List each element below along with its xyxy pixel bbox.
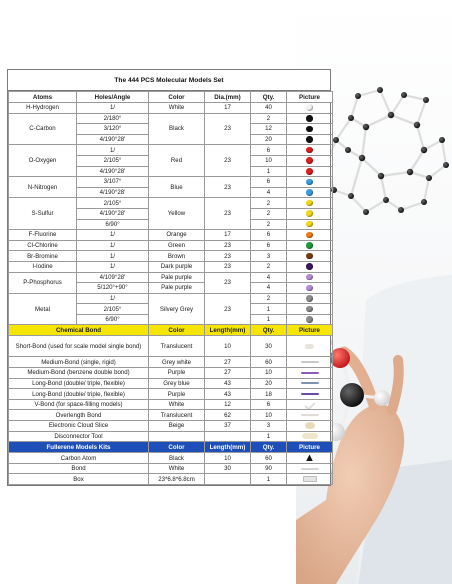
picture-cell (287, 219, 333, 230)
atom-name: S-Sulfur (9, 198, 77, 230)
atom-color: Pale purple (149, 283, 205, 294)
atom-qty: 1 (251, 304, 287, 315)
col-dia: Dia.(mm) (205, 92, 251, 103)
atom-qty: 4 (251, 187, 287, 198)
atom-ball-icon (306, 306, 313, 313)
bond-name: Electronic Cloud Slice (9, 421, 149, 432)
col-holes: Holes/Angle (77, 92, 149, 103)
atom-name: I-Iodine (9, 261, 77, 272)
atom-ball-icon (306, 316, 313, 323)
picture-cell (287, 145, 333, 156)
atom-qty: 2 (251, 208, 287, 219)
bond-name: Disconnector Tool (9, 431, 149, 442)
atom-qty: 4 (251, 283, 287, 294)
bond-color: Purple (149, 389, 205, 400)
atom-row (9, 261, 333, 272)
atom-qty: 12 (251, 124, 287, 135)
bond-stick-icon (301, 382, 319, 384)
bond-color: Grey white (149, 357, 205, 368)
picture-cell (287, 261, 333, 272)
bond-length: 62 (205, 410, 251, 421)
bond-name: V-Bond (for space-filling models) (9, 399, 149, 410)
atom-name: N-Nitrogen (9, 177, 77, 198)
picture-cell (287, 198, 333, 209)
bond-color: Translucent (149, 410, 205, 421)
atom-row (9, 103, 333, 114)
picture-cell (287, 357, 333, 368)
col-bond-length: Length(mm) (205, 325, 251, 336)
picture-cell (287, 124, 333, 135)
bond-length: 27 (205, 368, 251, 379)
bond-row (9, 336, 333, 357)
atom-qty: 10 (251, 155, 287, 166)
atom-holes: 1/ (77, 240, 149, 251)
bond-qty: 10 (251, 368, 287, 379)
atom-holes: 3/107° (77, 177, 149, 188)
fullerene-color: Black (149, 453, 205, 464)
picture-cell (287, 474, 333, 485)
picture-cell (287, 336, 333, 357)
picture-cell (287, 314, 333, 325)
atom-row (9, 230, 333, 241)
atom-ball-icon (306, 168, 313, 175)
bond-qty: 30 (251, 336, 287, 357)
bond-row (9, 378, 333, 389)
atom-dia: 23 (205, 198, 251, 230)
bond-length: 43 (205, 378, 251, 389)
col-picture: Picture (287, 92, 333, 103)
picture-cell (287, 293, 333, 304)
col-bond-color: Color (149, 325, 205, 336)
atom-ball-icon (306, 253, 313, 260)
atom-holes: 2/105° (77, 155, 149, 166)
atom-dia: 23 (205, 113, 251, 145)
bond-name: Medium-Bond (single, rigid) (9, 357, 149, 368)
atoms-section (9, 103, 333, 325)
bond-color (149, 431, 205, 442)
bonds-header-row (9, 325, 333, 336)
atom-holes: 2/105° (77, 198, 149, 209)
atom-ball-icon (306, 263, 313, 270)
fullerene-qty: 90 (251, 463, 287, 474)
atom-color: Orange (149, 230, 205, 241)
fullerene-header-row (9, 442, 333, 453)
atom-qty: 6 (251, 145, 287, 156)
atom-qty: 6 (251, 177, 287, 188)
fullerene-color: White (149, 463, 205, 474)
atom-ball-icon (306, 221, 313, 228)
col-atoms: Atoms (9, 92, 77, 103)
atom-holes: 1/ (77, 103, 149, 114)
picture-cell (287, 187, 333, 198)
atom-dia: 17 (205, 230, 251, 241)
atom-dia: 23 (205, 272, 251, 293)
atom-color: Yellow (149, 198, 205, 230)
atom-ball-icon (306, 295, 313, 302)
atom-ball-icon (306, 179, 313, 186)
atom-dia: 23 (205, 261, 251, 272)
picture-cell (287, 230, 333, 241)
atom-row (9, 177, 333, 188)
col-full-qty: Qty. (251, 442, 287, 453)
picture-cell (287, 272, 333, 283)
atom-holes: 6/90° (77, 219, 149, 230)
picture-cell (287, 113, 333, 124)
bond-length: 10 (205, 336, 251, 357)
atom-dia: 23 (205, 251, 251, 262)
bond-qty: 6 (251, 399, 287, 410)
atom-color: White (149, 103, 205, 114)
atom-holes: 1/ (77, 230, 149, 241)
atom-dia: 23 (205, 177, 251, 198)
atom-qty: 2 (251, 113, 287, 124)
atom-holes: 2/180° (77, 113, 149, 124)
bond-row (9, 368, 333, 379)
atom-row (9, 240, 333, 251)
atom-ball-icon (306, 232, 313, 239)
picture-cell (287, 177, 333, 188)
atom-dia: 23 (205, 145, 251, 177)
col-fullerene: Fullerene Models Kits (9, 442, 149, 453)
atom-ball-icon (306, 200, 313, 207)
atom-holes: 1/ (77, 251, 149, 262)
fullerene-length (205, 474, 251, 485)
atom-dia: 23 (205, 293, 251, 325)
atom-color: Red (149, 145, 205, 177)
atom-ball-icon (306, 274, 313, 281)
bond-name: Long-Bond (double/ triple, flexible) (9, 378, 149, 389)
bonds-section (9, 325, 333, 442)
fullerene-length: 30 (205, 463, 251, 474)
atom-row (9, 293, 333, 304)
atom-ball-icon (306, 157, 313, 164)
picture-cell (287, 304, 333, 315)
bond-name: Medium-Bond (benzene double bond) (9, 368, 149, 379)
atom-holes: 1/ (77, 261, 149, 272)
atom-row (9, 251, 333, 262)
atom-qty: 3 (251, 251, 287, 262)
bond-row (9, 357, 333, 368)
picture-cell (287, 378, 333, 389)
atom-color: Dark purple (149, 261, 205, 272)
bond-color: White (149, 399, 205, 410)
bond-stick-icon (301, 414, 319, 416)
bond-row (9, 399, 333, 410)
box-icon (303, 476, 317, 482)
picture-cell (287, 399, 333, 410)
picture-cell (287, 389, 333, 400)
atom-name: C-Carbon (9, 113, 77, 145)
atom-name: O-Oxygen (9, 145, 77, 177)
col-bond-qty: Qty. (251, 325, 287, 336)
picture-cell (287, 240, 333, 251)
bond-row (9, 431, 333, 442)
atom-row (9, 198, 333, 209)
atom-qty: 4 (251, 272, 287, 283)
atom-row (9, 113, 333, 124)
bond-qty: 3 (251, 421, 287, 432)
atom-qty: 40 (251, 103, 287, 114)
picture-cell (287, 134, 333, 145)
fullerene-color: 23*6.8*6.8cm (149, 474, 205, 485)
atom-holes: 3/120° (77, 124, 149, 135)
picture-cell (287, 166, 333, 177)
atom-dia: 17 (205, 103, 251, 114)
atom-color: Brown (149, 251, 205, 262)
atom-holes: 1/ (77, 293, 149, 304)
bond-color: Purple (149, 368, 205, 379)
col-full-picture: Picture (287, 442, 333, 453)
picture-cell (287, 208, 333, 219)
bond-qty: 18 (251, 389, 287, 400)
atom-name: P-Phosphorus (9, 272, 77, 293)
atom-color: Green (149, 240, 205, 251)
atom-qty: 1 (251, 166, 287, 177)
atom-holes: 4/190°28' (77, 134, 149, 145)
bond-stick-icon (301, 361, 319, 363)
col-full-color: Color (149, 442, 205, 453)
atom-name: F-Fluorine (9, 230, 77, 241)
atom-qty: 2 (251, 198, 287, 209)
v-bond-icon (304, 399, 315, 410)
fullerene-name: Bond (9, 463, 149, 474)
atom-color: Silvery Grey (149, 293, 205, 325)
fullerene-qty: 60 (251, 453, 287, 464)
carbon-atom-icon (306, 454, 313, 461)
short-bond-icon (305, 344, 314, 349)
bond-qty: 60 (251, 357, 287, 368)
atom-name: Br-Bromine (9, 251, 77, 262)
bond-name: Short-Bond (used for scale model single bond) (9, 336, 149, 357)
disconnector-tool-icon (302, 433, 318, 439)
parts-list-sheet (7, 69, 331, 486)
col-color: Color (149, 92, 205, 103)
picture-cell (287, 410, 333, 421)
picture-cell (287, 155, 333, 166)
bond-stick-icon (301, 393, 319, 395)
picture-cell (287, 251, 333, 262)
fullerene-name: Carbon Atom (9, 453, 149, 464)
atom-holes: 6/90° (77, 314, 149, 325)
fullerene-row (9, 463, 333, 474)
atom-ball-icon (306, 210, 313, 217)
picture-cell (287, 463, 333, 474)
atom-holes: 4/190°28' (77, 187, 149, 198)
atom-ball-icon (306, 136, 313, 143)
atom-holes: 1/ (77, 145, 149, 156)
atom-holes: 4/109°28' (77, 272, 149, 283)
bond-qty: 20 (251, 378, 287, 389)
bond-row (9, 389, 333, 400)
atom-qty: 20 (251, 134, 287, 145)
bond-qty: 1 (251, 431, 287, 442)
picture-cell (287, 421, 333, 432)
fullerene-length: 10 (205, 453, 251, 464)
atom-qty: 6 (251, 230, 287, 241)
parts-table (8, 91, 333, 485)
atom-name: H-Hydrogen (9, 103, 77, 114)
bond-length: 37 (205, 421, 251, 432)
electron-cloud-icon (305, 422, 315, 429)
bond-stick-icon (301, 372, 319, 374)
atom-name: Cl-Chlorine (9, 240, 77, 251)
sheet-title: The 444 PCS Molecular Models Set (8, 70, 330, 91)
atom-ball-icon (306, 126, 313, 133)
bond-color: Grey blue (149, 378, 205, 389)
picture-cell (287, 368, 333, 379)
atom-ball-icon (306, 104, 313, 111)
atom-qty: 1 (251, 314, 287, 325)
atom-color: Blue (149, 177, 205, 198)
fullerene-name: Box (9, 474, 149, 485)
atom-dia: 23 (205, 240, 251, 251)
atom-name: Metal (9, 293, 77, 325)
atom-row (9, 272, 333, 283)
atom-color: Pale purple (149, 272, 205, 283)
bond-length: 12 (205, 399, 251, 410)
atom-ball-icon (306, 189, 313, 196)
col-chemical-bond: Chemical Bond (9, 325, 149, 336)
atom-holes: 5/120°+90° (77, 283, 149, 294)
picture-cell (287, 431, 333, 442)
bond-color: Translucent (149, 336, 205, 357)
bond-row (9, 421, 333, 432)
picture-cell (287, 103, 333, 114)
atom-qty: 2 (251, 219, 287, 230)
col-qty: Qty. (251, 92, 287, 103)
atom-holes: 2/105° (77, 304, 149, 315)
bond-color: Beige (149, 421, 205, 432)
col-bond-picture: Picture (287, 325, 333, 336)
atom-ball-icon (306, 285, 313, 292)
bond-name: Long-Bond (double/ triple, flexible) (9, 389, 149, 400)
fullerene-row (9, 453, 333, 464)
atom-holes: 4/190°28' (77, 208, 149, 219)
bond-length: 43 (205, 389, 251, 400)
atom-qty: 2 (251, 293, 287, 304)
atom-ball-icon (306, 115, 313, 122)
bond-name: Overlength Bond (9, 410, 149, 421)
atom-holes: 4/190°28' (77, 166, 149, 177)
atom-row (9, 145, 333, 156)
atom-color: Black (149, 113, 205, 145)
picture-cell (287, 283, 333, 294)
atom-qty: 6 (251, 240, 287, 251)
col-full-length: Length(mm) (205, 442, 251, 453)
fullerene-row (9, 474, 333, 485)
bond-row (9, 410, 333, 421)
atom-ball-icon (306, 242, 313, 249)
fullerene-qty: 1 (251, 474, 287, 485)
bond-stick-icon (301, 468, 319, 470)
atom-ball-icon (306, 147, 313, 154)
bond-qty: 10 (251, 410, 287, 421)
atoms-header-row (9, 92, 333, 103)
fullerene-section (9, 442, 333, 485)
bond-length (205, 431, 251, 442)
picture-cell (287, 453, 333, 464)
bond-length: 27 (205, 357, 251, 368)
atom-qty: 2 (251, 261, 287, 272)
